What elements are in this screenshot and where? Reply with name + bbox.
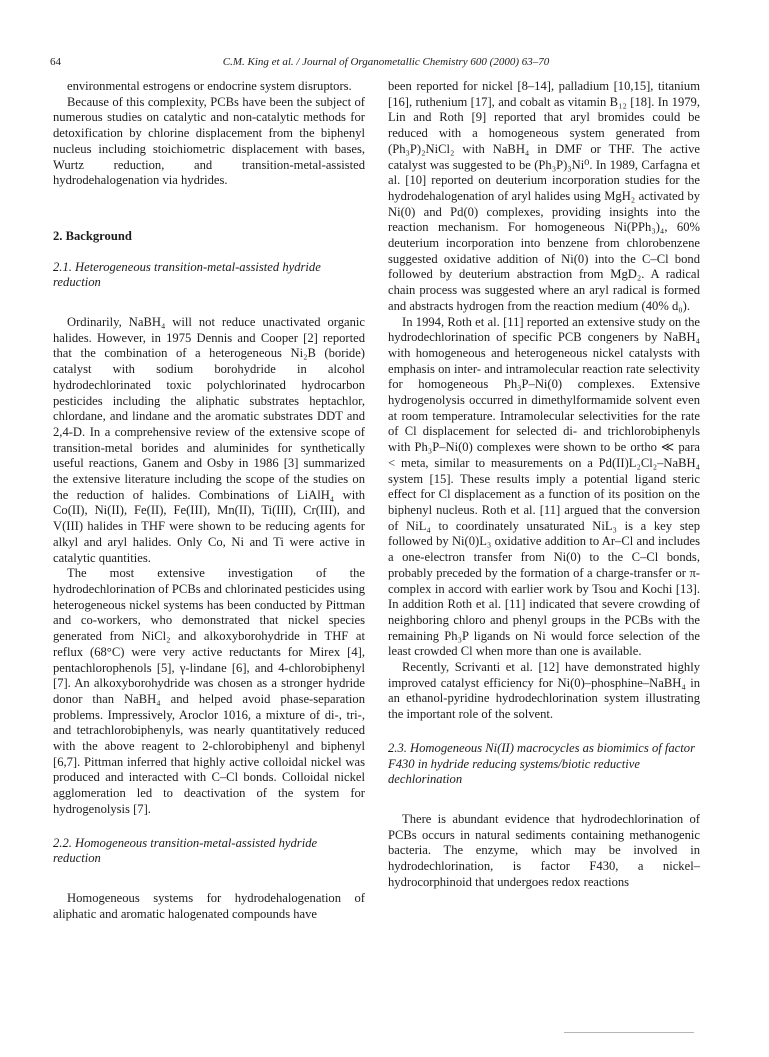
footnote-rule bbox=[564, 1032, 694, 1033]
subsection-heading: 2.1. Heterogeneous transition-metal-assisted hydride reduction bbox=[53, 259, 321, 290]
section-heading: 2. Background bbox=[53, 228, 132, 243]
running-head-citation: C.M. King et al. / Journal of Organometallic Chemistry 600 (2000) 63–70 bbox=[222, 56, 550, 68]
paragraph: The most extensive investigation of the hydrodechlorination of PCBs and chlorinated pesticides using heterogeneous nickel systems has been conducted by Pittman and co-workers, who demonstrated that nickel species generated from NiCl₂ and alkoxyborohydride in THF at reflux (68°C) were very active reductants for Mirex [4], pentachlorophenols [5], γ-lindane [6], and 4-chlorobiphenyl [7]. An alkoxyborohydride was chosen as a stronger hydride donor than NaBH₄ and helped avoid phase-separation problems. Impressively, Aroclor 1016, a mixture of di-, tri-, and tetrachlorobiphenyls, was nearly quantitatively reduced with the above reagent to 2-chlorobiphenyl and biphenyl [6,7]. Pittman inferred that highly active colloidal nickel was produced and interacted with C–Cl bonds. Colloidal nickel agglomeration led to deactivation of the system for hydrogenolysis [7]. bbox=[53, 566, 365, 816]
paragraph: Recently, Scrivanti et al. [12] have demonstrated highly improved catalyst efficiency for Ni(0)–phosphine–NaBH₄ in an ethanol-pyridine hydrodechlorination system illustrating the important role of the solvent. bbox=[388, 660, 700, 722]
subsection-heading: 2.3. Homogeneous Ni(II) macrocycles as biomimics of factor F430 in hydride reducing systems/biotic reductive dechlorination bbox=[388, 740, 695, 787]
paragraph: Because of this complexity, PCBs have been the subject of numerous studies on catalytic and non-catalytic methods for detoxification by chlorine displacement from the biphenyl nucleus including stoichiometric displacement with bases, Wurtz reduction, and transition-metal-assisted hydrodehalogenation via hydrides. bbox=[53, 94, 365, 188]
running-header bbox=[50, 54, 722, 70]
page-number: 64 bbox=[50, 56, 61, 68]
paragraph-continued: been reported for nickel [8–14], palladium [10,15], titanium [16], ruthenium [17], and cobalt as vitamin B₁₂ [18]. In 1979, Lin and Roth [9] reported that aryl bromides could be reduced with a homogeneous system generated from (Ph₃P)₂NiCl₂ with NaBH₄ in DMF or THF. The active catalyst was suggested to be (Ph₃P)₃Ni⁰. In 1989, Carfagna et al. [10] reported on deuterium incorporation studies for the hydrodehalogenation of aryl halides using MgH₂ activated by Ni(0) and Pd(0) complexes, providing insights into the reaction mechanism. For homogeneous Ni(PPh₃)₄, 60% deuterium incorporation into benzene from chlorobenzene suggested oxidative addition of Ni(0) into the C–Cl bond followed by deuterium abstraction from MgD₂. A radical chain process was suggested where an aryl radical is formed and abstracts hydrogen from the reaction medium (40% d₀). bbox=[388, 79, 700, 313]
right-column bbox=[388, 79, 700, 890]
paragraph: Ordinarily, NaBH₄ will not reduce unactivated organic halides. However, in 1975 Dennis and Cooper [2] reported that the combination of a heterogeneous Ni₂B (boride) catalyst with sodium borohydride in alcohol hydrodechlorinated toxic polychlorinated hydrocarbon pesticides including the aliphatic substrates heptachlor, chlordane, and lindane and the aromatic substrates DDT and 2,4-D. In a comprehensive review of the extensive scope of transition-metal borides and aluminides for synthetically useful reactions, Ganem and Osby in 1986 [3] summarized the extensive literature including the scope of the studies on the reduction of halides. Combinations of LiAlH₄ with Co(II), Ni(II), Fe(II), Fe(III), Mn(II), Ti(III), Cr(III), and V(III) halides in THF were shown to be reducing agents for alkyl and aryl halides. Only Co, Ni and Ti were active in catalytic quantities. bbox=[53, 315, 365, 565]
paragraph: Homogeneous systems for hydrodehalogenation of aliphatic and aromatic halogenated compounds have bbox=[53, 890, 365, 921]
paragraph: In 1994, Roth et al. [11] reported an extensive study on the hydrodechlorination of specific PCB congeners by NaBH₄ with homogeneous and heterogeneous nickel catalysts with emphasis on inter- and intramolecular reaction rate selectivity for homogeneous Ph₃P–Ni(0) complexes. Extensive hydrogenolysis occurred in dimethylformamide solvent even at room temperature. Intramolecular selectivities for the rate of Cl displacement for selected di- and trichlorobiphenyls with Ph₃P–Ni(0) complexes were shown to be ortho ≪ para < meta, similar to measurements on a Pd(II)L₂Cl₂–NaBH₄ system [15]. These results imply a potential ligand steric effect for Cl displacement as a function of its position on the biphenyl nucleus. Roth et al. [11] argued that the conversion of NiL₄ to coordinately unsaturated NiL₃ is a key step followed by Ni(0)L₃ oxidative addition to Ar–Cl and includes a one-electron transfer from Ni(0) to the C–Cl bonds, probably preceded by the formation of a charge-transfer or π-complex in accord with earlier work by Tsou and Kochi [13]. In addition Roth et al. [11] indicated that severe crowding of neighboring chloro and phenyl groups in the PCBs with the remaining Ph₃P ligands on Ni would force selection of the least crowded Cl when more than one is available. bbox=[388, 314, 700, 659]
left-column bbox=[53, 79, 365, 922]
subsection-heading: 2.2. Homogeneous transition-metal-assisted hydride reduction bbox=[53, 835, 318, 866]
paragraph-continued: environmental estrogens or endocrine system disruptors. bbox=[67, 79, 352, 93]
paragraph: There is abundant evidence that hydrodechlorination of PCBs occurs in natural sediments containing methanogenic bacteria. The enzyme, which may be involved in hydrodechlorination, is factor F430, a nickel–hydrocorphinoid that undergoes redox reactions bbox=[388, 811, 700, 889]
